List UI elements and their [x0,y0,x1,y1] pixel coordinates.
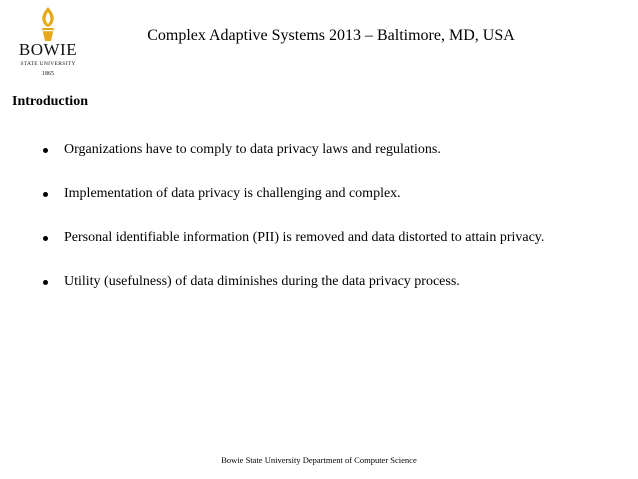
slide-header-title: Complex Adaptive Systems 2013 – Baltimore, MD, USA [147,27,515,44]
bullet-item [43,273,544,291]
bullet-text: Utility (usefulness) of data diminishes during the data privacy process. [64,274,460,289]
logo-subtitle: STATE UNIVERSITY [20,61,76,67]
bullet-text: Organizations have to comply to data privacy laws and regulations. [64,142,441,157]
slide-footer: Bowie State University Department of Computer Science [221,455,417,465]
bullet-dot-icon [43,280,48,285]
torch-icon [34,6,62,42]
section-title: Introduction [12,94,88,109]
bullet-item [43,185,544,203]
logo-wordmark: BOWIE [18,40,78,59]
bullet-list [43,141,544,317]
university-logo [12,6,84,88]
bullet-text: Implementation of data privacy is challenging and complex. [64,186,401,201]
bullet-dot-icon [43,236,48,241]
bullet-dot-icon [43,192,48,197]
bullet-dot-icon [43,148,48,153]
bullet-text: Personal identifiable information (PII) is removed and data distorted to attain privacy. [64,230,545,245]
bullet-item [43,229,544,247]
logo-year: 1865 [42,71,54,77]
bullet-item [43,141,544,159]
